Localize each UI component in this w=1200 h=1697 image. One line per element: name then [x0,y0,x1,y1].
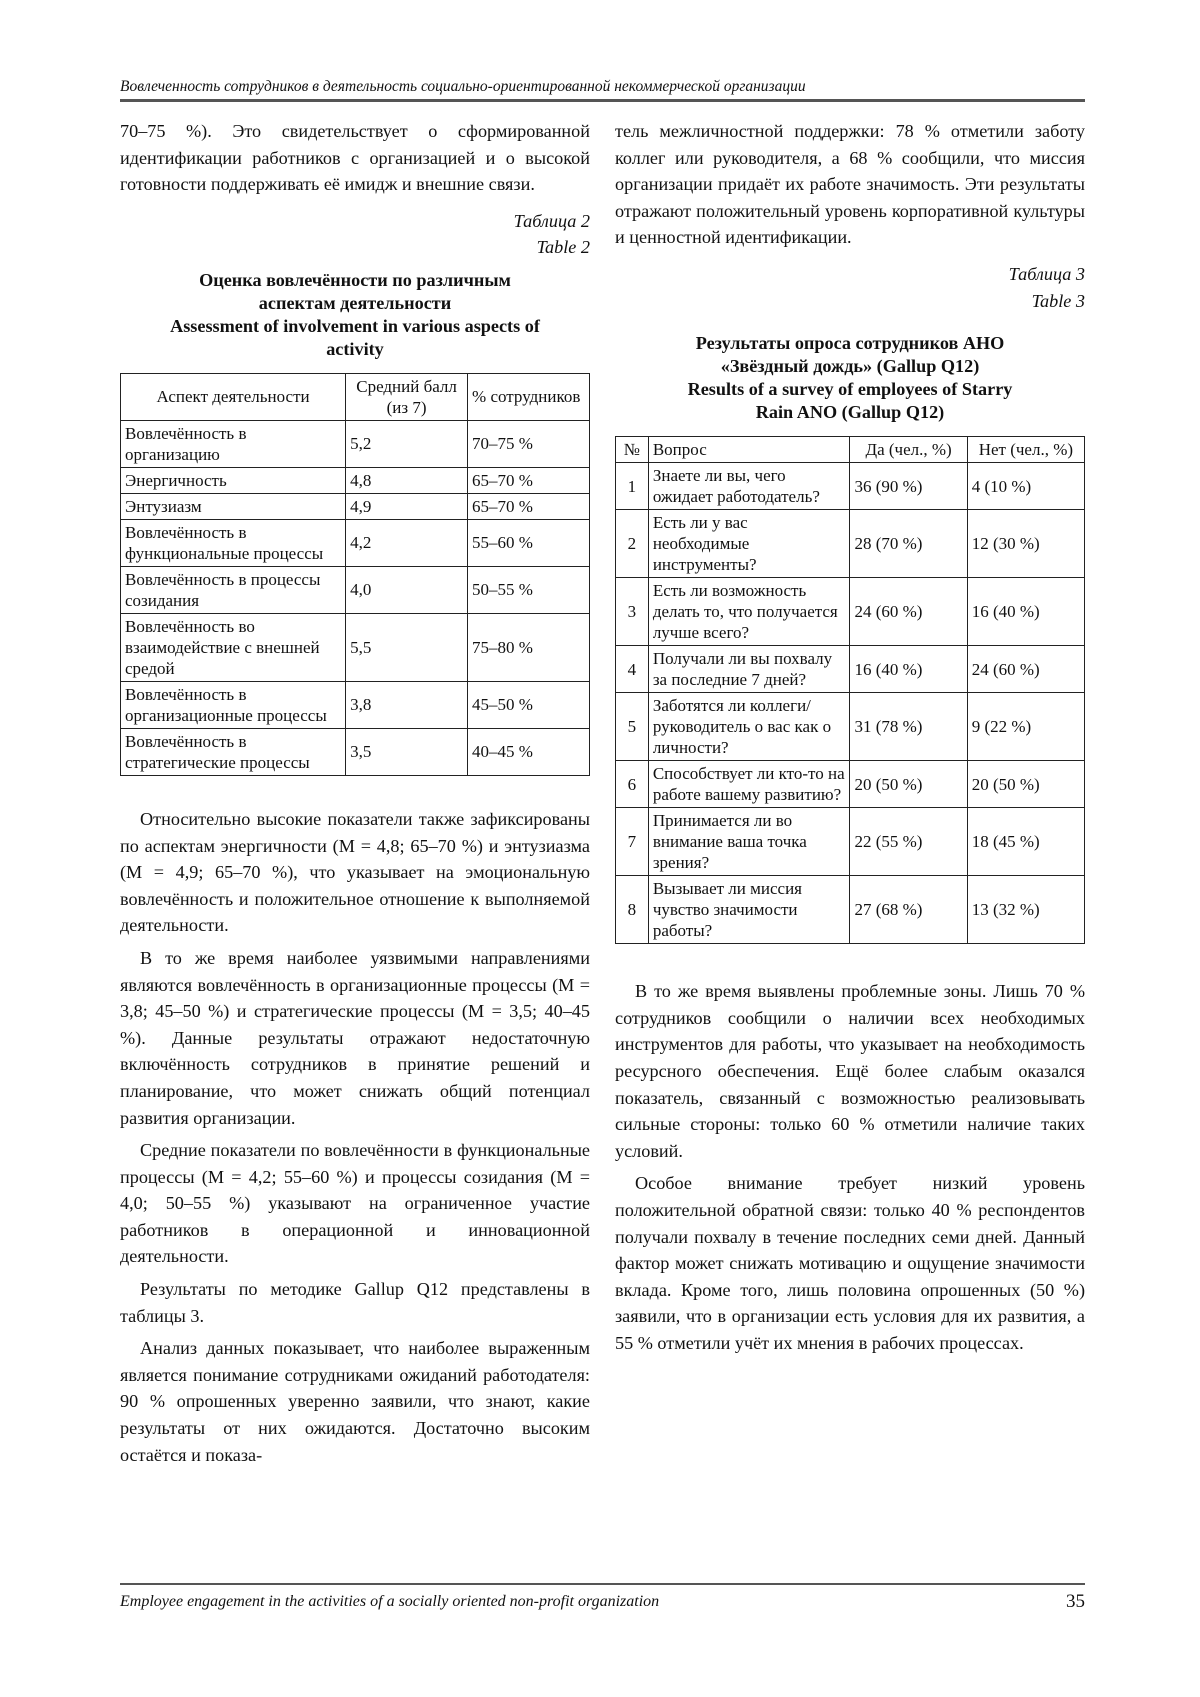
table-cell: Вовлечённость в организационные процессы [121,681,346,728]
table-row [121,420,590,467]
table-row [616,693,1085,761]
table-cell: Вовлечённость в процессы созидания [121,566,346,613]
page-number: 35 [1066,1591,1085,1612]
table-label-ru: Таблица 3 [1008,263,1085,284]
running-footer [120,1583,1085,1611]
running-header: Вовлеченность сотрудников в деятельность социально-ориентированной некоммерческой организации [120,78,1085,102]
table-cell: Получали ли вы похвалу за последние 7 дней? [648,646,850,693]
table-cell: 5 [616,693,649,761]
table-row [616,463,1085,510]
table-row [616,808,1085,876]
table-2 [120,373,590,776]
table-title-en: Results of a survey of employees of Starry Rain ANO (Gallup Q12) [687,379,1013,423]
table-title-en: Assessment of involvement in various aspects of activity [170,315,540,359]
table-header-row [121,373,590,420]
paragraph: В то же время выявлены проблемные зоны. Лишь 70 % сотрудников сообщили о наличии всех необходимых инструментов для работы, что указывает на необходимость ресурсного обеспечения. Ещё более слабым оказался показатель, связанный с возможностью реализовывать сильные стороны: только 60 % отметили наличие таких условий. [615,981,1085,1161]
paragraph: Средние показатели по вовлечённости в функциональные процессы (M = 4,2; 55–60 %) и процессы созидания (M = 4,0; 50–55 %) указывают на ограниченное участие работников в операционной и инновационной деятельности. [120,1140,590,1267]
table-title-ru: Результаты опроса сотрудников АНО «Звёздный дождь» (Gallup Q12) [695,333,1005,377]
table-cell: Есть ли у вас необходимые инструменты? [648,510,850,578]
table-cell: 9 (22 %) [967,693,1084,761]
table-cell: Вызывает ли миссия чувство значимости работы? [648,876,850,944]
table-row [121,728,590,775]
paragraph: Особое внимание требует низкий уровень положительной обратной связи: только 40 % респондентов получали похвалу в течение последних семи дней. Данный фактор может снижать мотивацию и ощущение значимости вклада. Кроме того, лишь половина опрошенных (50 %) заявили, что в организации есть условия для их развития, а 55 % отметили учёт их мнения в рабочих процессах. [615,1173,1085,1353]
footer-title: Employee engagement in the activities of a socially oriented non-profit organization [120,1593,660,1610]
table-cell: 13 (32 %) [967,876,1084,944]
table-cell: 40–45 % [468,728,590,775]
table-cell: Вовлечённость во взаимодействие с внешней средой [121,613,346,681]
left-column [120,118,590,1468]
table-row [121,613,590,681]
table-cell: Энтузиазм [121,493,346,519]
table-row [616,510,1085,578]
table-cell: 6 [616,761,649,808]
table-cell: Знаете ли вы, чего ожидает работодатель? [648,463,850,510]
table-title [615,332,1085,424]
table-cell: Энергичность [121,467,346,493]
table-cell: 27 (68 %) [850,876,967,944]
table-cell: 28 (70 %) [850,510,967,578]
paragraph: 70–75 %). Это свидетельствует о сформированной идентификации работников с организацией и о высокой готовности поддерживать её имидж и внешние связи. [120,121,590,195]
table-title [120,269,590,361]
table-cell: 20 (50 %) [967,761,1084,808]
table-cell: Вовлечённость в функциональные процессы [121,519,346,566]
header-cell: Вопрос [648,437,850,463]
header-cell: Средний балл (из 7) [346,373,468,420]
table-cell: 20 (50 %) [850,761,967,808]
table-cell: Способствует ли кто-то на работе вашему развитию? [648,761,850,808]
table-cell: 16 (40 %) [850,646,967,693]
table-cell: 4 [616,646,649,693]
table-row [616,876,1085,944]
table-cell: 18 (45 %) [967,808,1084,876]
table-cell: Вовлечённость в организацию [121,420,346,467]
table-cell: 3 [616,578,649,646]
table-cell: 4,0 [346,566,468,613]
table-row [121,493,590,519]
header-cell: № [616,437,649,463]
table-cell: 3,5 [346,728,468,775]
table-cell: 45–50 % [468,681,590,728]
table-cell: 2 [616,510,649,578]
table-cell: 8 [616,876,649,944]
table-cell: 4 (10 %) [967,463,1084,510]
header-cell: Да (чел., %) [850,437,967,463]
table-label-ru: Таблица 2 [513,210,590,231]
table-cell: 5,5 [346,613,468,681]
header-cell: Аспект деятельности [121,373,346,420]
table-3 [615,436,1085,944]
table-cell: 1 [616,463,649,510]
table-cell: 65–70 % [468,493,590,519]
table-cell: 22 (55 %) [850,808,967,876]
table-cell: 5,2 [346,420,468,467]
table-row [121,681,590,728]
table-cell: Принимается ли во внимание ваша точка зрения? [648,808,850,876]
table-cell: 12 (30 %) [967,510,1084,578]
table-cell: 4,2 [346,519,468,566]
table-row [616,578,1085,646]
table-cell: 55–60 % [468,519,590,566]
table-cell: 50–55 % [468,566,590,613]
table-cell: 7 [616,808,649,876]
table-title-ru: Оценка вовлечённости по различным аспектам деятельности [199,269,511,313]
right-column [615,118,1085,1356]
table-cell: Есть ли возможность делать то, что получается лучше всего? [648,578,850,646]
table-cell: 75–80 % [468,613,590,681]
table-row [121,519,590,566]
table-cell: 31 (78 %) [850,693,967,761]
paragraph: Результаты по методике Gallup Q12 представлены в таблицы 3. [120,1279,590,1326]
table-row [121,467,590,493]
table-cell: 24 (60 %) [850,578,967,646]
table-row [121,566,590,613]
paragraph: тель межличностной поддержки: 78 % отметили заботу коллег или руководителя, а 68 % сообщили, что миссия организации придаёт их работе значимость. Эти результаты отражают положительный уровень корпоративной культуры и ценностной идентификации. [615,121,1085,248]
table-row [616,761,1085,808]
table-label-en: Table 3 [1031,290,1085,311]
table-header-row [616,437,1085,463]
table-cell: 24 (60 %) [967,646,1084,693]
table-cell: 16 (40 %) [967,578,1084,646]
table-cell: 4,8 [346,467,468,493]
table-cell: 65–70 % [468,467,590,493]
table-cell: 36 (90 %) [850,463,967,510]
paragraph: Относительно высокие показатели также зафиксированы по аспектам энергичности (M = 4,8; 65–70 %) и энтузиазма (M = 4,9; 65–70 %), что указывает на эмоциональную вовлечённость и положительное отношение к выполняемой деятельности. [120,808,590,936]
table-cell: 70–75 % [468,420,590,467]
table-cell: 3,8 [346,681,468,728]
paragraph: Анализ данных показывает, что наиболее выраженным является понимание сотрудниками ожиданий работодателя: 90 % опрошенных уверенно заявили, что знают, какие результаты от них ожидаются. Достаточно высоким остаётся и показа- [120,1338,590,1465]
header-cell: % сотрудников [468,373,590,420]
table-cell: Вовлечённость в стратегические процессы [121,728,346,775]
table-cell: 4,9 [346,493,468,519]
table-row [616,646,1085,693]
paragraph: В то же время наиболее уязвимыми направлениями являются вовлечённость в организационные процессы (M = 3,8; 45–50 %) и стратегические процессы (M = 3,5; 40–45 %). Данные результаты отражают недостаточную включённость сотрудников в принятие решений и планирование, что может снижать общий потенциал развития организации. [120,947,590,1128]
header-cell: Нет (чел., %) [967,437,1084,463]
table-label-en: Table 2 [536,237,590,258]
table-cell: Заботятся ли коллеги/ руководитель о вас как о личности? [648,693,850,761]
